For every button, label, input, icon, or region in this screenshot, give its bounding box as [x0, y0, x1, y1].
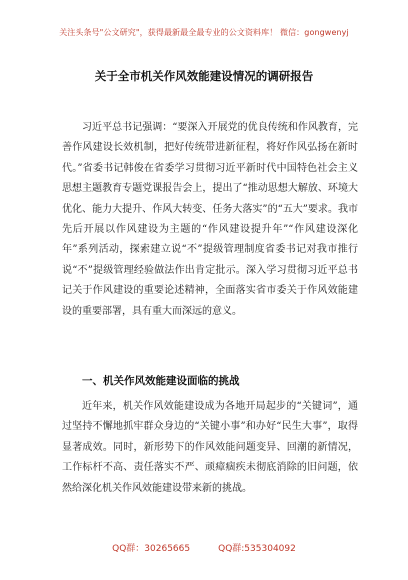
section-heading: 一、机关作风效能建设面临的挑战 — [82, 375, 240, 387]
document-title: 关于全市机关作风效能建设情况的调研报告 — [94, 69, 314, 83]
source-banner: 关注头条号"公文研究"，获得最新最全最专业的公文资料库！ 微信：gongwenyj — [59, 28, 349, 37]
footer-qq-group-2: QQ群:535304092 — [218, 544, 296, 554]
paragraph-challenges: 近年来，机关作风效能建设成为各地开局起步的“关键词”，通过坚持不懈地抓牢群众身边的“关键小事”和办好“民生大事”，取得显著成效。同时，新形势下的作风效能问题变异、回潮的新情况，工作标杆不高、责任落实不严、顽瘴痼疾未彻底消除的旧问题，依然给深化机关作风效能建设带来新的挑战。 — [62, 401, 358, 494]
paragraph-intro: 习近平总书记强调：“要深入开展党的优良传统和作风教育，完善作风建设长效机制，把好传统带进新征程，将好作风弘扬在新时代。”省委书记韩俊在省委学习贯彻习近平新时代中国特色社会主义思想主题教育专题党课报告会上，提出了“推动思想大解放、环境大优化、能力大提升、作风大转变、任务大落实”的“五大”要求。我市先后开展以作风建设为主题的“作风建设提升年”“作风建设深化年”系列活动，探索建立说“不”提级管理制度省委书记对我市推行说“不”提级管理经验做法作出肯定批示。深入学习贯彻习近平总书记关于作风建设的重要论述精神，全面落实省市委关于作风效能建设的重要部署，具有重大而深远的意义。 — [62, 122, 358, 317]
footer-qq-group-1: QQ群：30265665 — [112, 544, 191, 554]
footer-contacts — [0, 541, 408, 554]
